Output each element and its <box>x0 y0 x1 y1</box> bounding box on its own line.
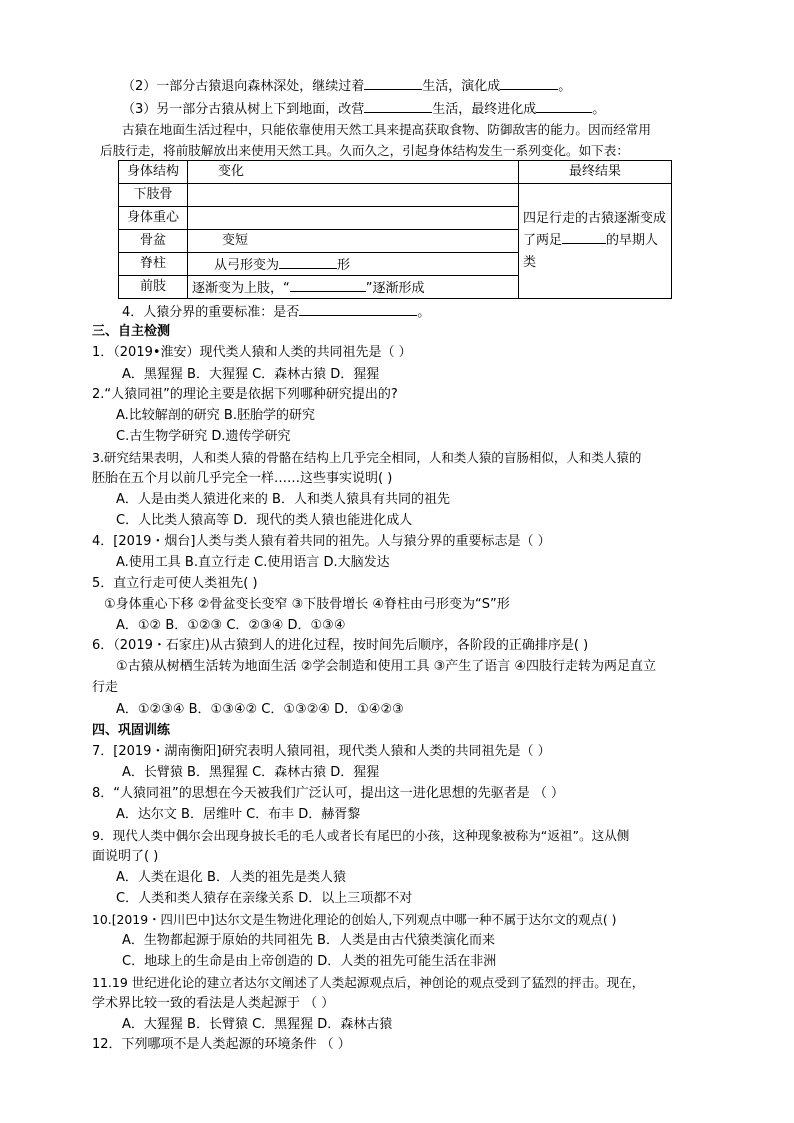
options: A．黑猩猩 B．大猩猩 C．森林古猿 D．猩猩 <box>122 367 380 382</box>
options: A．①② B．①②③ C．②③④ D．①③④ <box>116 618 346 633</box>
text: （3）另一部分古猿从树上下到地面，改营 <box>122 102 365 117</box>
table-cell: 脊柱 <box>119 253 188 276</box>
blank[interactable] <box>536 99 592 113</box>
question: 面说明了( ) <box>92 849 159 864</box>
blank[interactable] <box>364 76 422 90</box>
question: 12．下列哪项不是人类起源的环境条件 （ ） <box>92 1037 351 1052</box>
question: 1．（2019•淮安）现代类人猿和人类的共同祖先是（ ） <box>92 345 412 360</box>
text: 的早期人类 <box>523 233 659 270</box>
question: 4．[2019・烟台]人类与类人猿有着共同的祖先。人与猿分界的重要标志是（ ） <box>92 534 551 549</box>
options: A.比较解剖的研究 B.胚胎学的研究 <box>116 408 315 423</box>
options: A．人类在退化 B．人类的祖先是类人猿 <box>116 870 346 885</box>
text: （2）一部分古猿退向森林深处，继续过着 <box>122 79 365 94</box>
result-cell <box>519 184 672 299</box>
blank[interactable] <box>364 99 432 113</box>
options: C．人类和类人猿存在亲缘关系 D．以上三项都不对 <box>116 891 413 906</box>
table-cell: 身体重心 <box>119 207 188 230</box>
paragraph-line: 古猿在地面生活过程中，只能依靠使用天然工具来提高获取食物、防御敌害的能力。因而经常用 <box>122 122 651 137</box>
question: 8．“人猿同祖”的思想在今天被我们广泛认可，提出这一进化思想的先驱者是 （ ） <box>92 786 565 801</box>
text: 生活，最终进化成 <box>432 102 537 117</box>
question: 10.[2019・四川巴中]达尔文是生物进化理论的创始人,下列观点中哪一种不属于达尔文的观点( ) <box>92 912 617 927</box>
table-cell <box>188 276 519 299</box>
question: 11.19 世纪进化论的建立者达尔文阐述了人类起源观点后，神创论的观点受到了猛烈的抨击。现在， <box>92 975 645 990</box>
fill-line-4 <box>122 302 430 322</box>
question: 2.“人猿同祖”的理论主要是依据下列哪种研究提出的? <box>92 387 398 402</box>
question: 胚胎在五个月以前几乎完全一样……这些事实说明( ) <box>92 471 393 486</box>
text: 从弓形变为 <box>214 257 280 273</box>
text: 生活，演化成 <box>422 79 501 94</box>
table-cell[interactable] <box>188 207 519 230</box>
text: 形 <box>337 257 351 273</box>
blank[interactable] <box>299 302 417 316</box>
statements: ①古猿从树栖生活转为地面生活 ②学会制造和使用工具 ③产生了语言 ④四肢行走转为两足直立 <box>116 659 657 674</box>
text: 变短 <box>222 233 249 248</box>
table-cell: 骨盆 <box>119 230 188 253</box>
table-cell <box>188 253 519 276</box>
options: A．达尔文 B．居维叶 C．布丰 D．赫胥黎 <box>116 807 361 822</box>
header-text: 变化 <box>218 164 245 179</box>
options: A．①②③④ B．①③④② C．①③②④ D．①④②③ <box>116 702 404 717</box>
blank[interactable] <box>279 255 337 269</box>
question: 3.研究结果表明，人和类人猿的骨骼在结构上几乎完全相同，人和类人猿的盲肠相似，人和类人猿的 <box>92 450 642 465</box>
question: 学术界比较一致的看法是人类起源于 （ ） <box>92 996 335 1011</box>
options: A．人是由类人猿进化来的 B．人和类人猿具有共同的祖先 <box>116 492 450 507</box>
text: 。 <box>417 305 431 320</box>
table-cell <box>188 230 519 253</box>
table-cell: 前肢 <box>119 276 188 299</box>
blank[interactable] <box>562 230 606 244</box>
table-cell: 下肢骨 <box>119 184 188 207</box>
body-structure-table <box>118 160 672 299</box>
options: A．生物都起源于原始的共同祖先 B．人类是由古代猿类演化而来 <box>122 933 495 948</box>
paragraph-line: 后肢行走，将前肢解放出来使用天然工具。久而久之，引起身体结构发生一系列变化。如下表： <box>100 143 629 158</box>
options: C．地球上的生命是由上帝创造的 D．人类的祖先可能生活在非洲 <box>122 954 497 969</box>
question: 7．[2019・湖南衡阳]研究表明人猿同祖，现代类人猿和人类的共同祖先是（ ） <box>92 744 551 759</box>
question: 9．现代人类中偶尔会出现身披长毛的毛人或者长有尾巴的小孩，这种现象被称为“返祖”。这从侧 <box>92 828 630 843</box>
blank[interactable] <box>290 278 366 292</box>
table-header: 最终结果 <box>519 161 672 184</box>
section-heading: 三、自主检测 <box>92 324 171 339</box>
blank[interactable] <box>500 76 558 90</box>
statements: 行走 <box>92 680 119 695</box>
text: 4．人猿分界的重要标准：是否 <box>122 305 300 320</box>
options: C.古生物学研究 D.遗传学研究 <box>116 429 291 444</box>
options: C．人比类人猿高等 D．现代的类人猿也能进化成人 <box>116 513 413 528</box>
fill-line-3 <box>122 99 605 119</box>
options: A．大猩猩 B．长臂猿 C．黑猩猩 D．森林古猿 <box>122 1017 393 1032</box>
text: 。 <box>592 102 606 117</box>
table-header <box>188 161 519 184</box>
text: 四足行走的古猿逐渐变成了两足 <box>523 211 667 248</box>
question: 6．（2019・石家庄)从古猿到人的进化过程，按时间先后顺序，各阶段的正确排序是( ) <box>92 638 589 653</box>
options: A.使用工具 B.直立行走 C.使用语言 D.大脑发达 <box>116 555 390 570</box>
text: 逐渐变为上肢，“ <box>192 280 290 296</box>
section-heading: 四、巩固训练 <box>92 723 171 738</box>
table-header: 身体结构 <box>119 161 188 184</box>
fill-line-2 <box>122 76 571 96</box>
text: 。 <box>558 79 572 94</box>
options: A．长臂猿 B．黑猩猩 C．森林古猿 D．猩猩 <box>122 765 380 780</box>
text: ”逐渐形成 <box>365 280 425 296</box>
question: 5．直立行走可使人类祖先( ) <box>92 576 258 591</box>
table-cell[interactable] <box>188 184 519 207</box>
statements: ①身体重心下移 ②骨盆变长变窄 ③下肢骨增长 ④脊柱由弓形变为“S”形 <box>104 597 510 612</box>
